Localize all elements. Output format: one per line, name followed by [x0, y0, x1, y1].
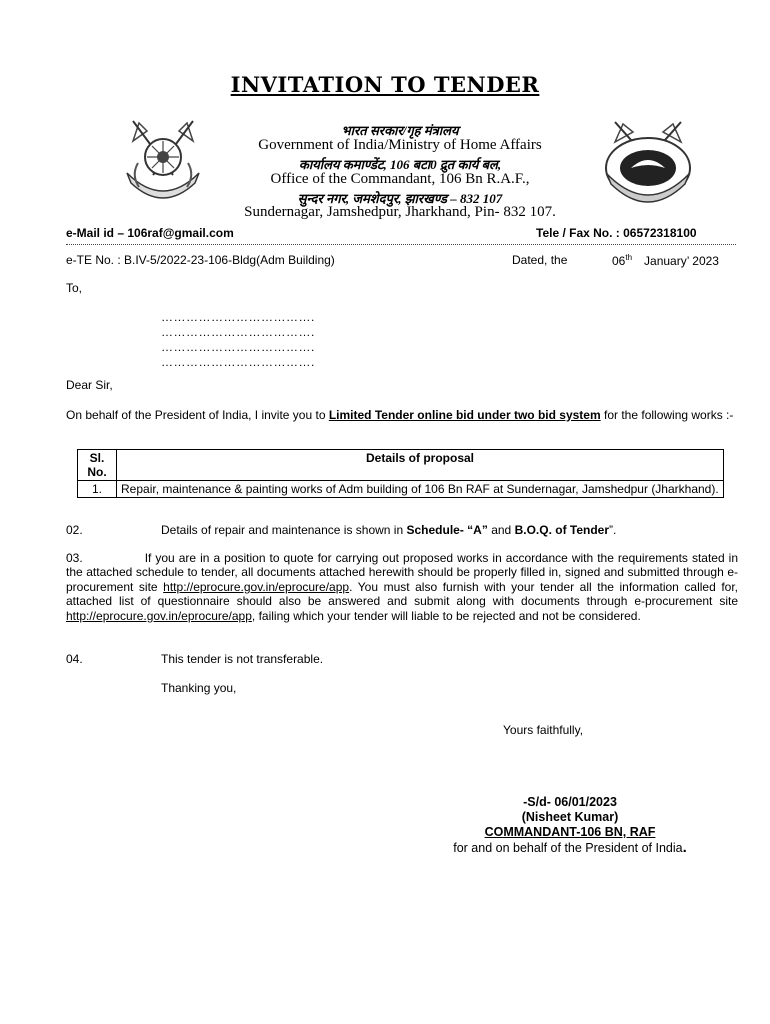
- signature-behalf: for and on behalf of the President of India.: [453, 839, 687, 856]
- hindi-ministry-line: भारत सरकार/गृह मंत्रालय: [341, 123, 459, 138]
- addressee-line-1: ……………………………….: [161, 310, 315, 324]
- intro-text: On behalf of the President of India, I invite you to: [66, 408, 326, 422]
- row-number: 1.: [78, 481, 117, 498]
- date-day: 06: [612, 254, 626, 268]
- table-row: [78, 481, 724, 498]
- date-value: [612, 253, 719, 268]
- document-title: INVITATION TO TENDER: [230, 72, 540, 97]
- signature-sd: -S/d- 06/01/2023: [523, 795, 617, 809]
- eprocure-link-2[interactable]: http://eprocure.gov.in/eprocure/app: [66, 608, 252, 623]
- para-02-text: Details of repair and maintenance is shown in Schedule- “A” and B.O.Q. of Tender”.: [161, 523, 617, 537]
- para-04-text: This tender is not transferable.: [161, 652, 324, 666]
- phone-line: Tele / Fax No. : 06572318100: [536, 226, 697, 240]
- addressee-line-3: ……………………………….: [161, 340, 315, 354]
- sl-no-header: Sl. No.: [78, 450, 117, 481]
- para-03: 03. If you are in a position to quote for carrying out proposed works in accordance with the requirements stated in the attached schedule to tender, all documents attached herewith should be properly filled in, signed and submitted through e-procurement site http://eprocure.gov.in/eprocure/app. You must also furnish with your tender all the information called for, attached list of questionnaire should also be answered and submit along with documents through e-procurement site http://eprocure.gov.in/eprocure/app, failing which your tender will liable to be rejected and not be considered.: [66, 551, 738, 623]
- ministry-line: Government of India/Ministry of Home Affairs: [258, 137, 542, 153]
- date-month-year: January’ 2023: [644, 254, 719, 268]
- proposal-table: [77, 449, 724, 498]
- eprocure-link-1[interactable]: http://eprocure.gov.in/eprocure/app: [163, 579, 350, 594]
- address-line: Sundernagar, Jamshedpur, Jharkhand, Pin- 832 107.: [244, 204, 556, 220]
- office-line: Office of the Commandant, 106 Bn R.A.F.,: [270, 171, 530, 187]
- dated-label: Dated, the: [512, 253, 568, 267]
- signature-designation: COMMANDANT-106 BN, RAF: [484, 825, 656, 839]
- to-label: To,: [66, 281, 83, 295]
- intro-text-end: for the following works :-: [604, 408, 734, 422]
- para-03-number: 03.: [66, 551, 83, 565]
- closing-line: Yours faithfully,: [503, 723, 584, 737]
- date-suffix: th: [625, 253, 633, 262]
- row-detail: Repair, maintenance & painting works of Adm building of 106 Bn RAF at Sundernagar, Jamshedpur (Jharkhand).: [117, 481, 724, 498]
- divider: [66, 244, 736, 245]
- salutation: Dear Sir,: [66, 378, 113, 392]
- tender-type: Limited Tender online bid under two bid system: [328, 408, 601, 422]
- intro-paragraph: [66, 408, 738, 422]
- para-04-number: 04.: [66, 652, 83, 666]
- table-header-row: [78, 450, 724, 481]
- para-02-number: 02.: [66, 523, 83, 537]
- signature-name: (Nisheet Kumar): [521, 810, 619, 824]
- email-line: e-Mail id – 106raf@gmail.com: [66, 226, 234, 240]
- hindi-office-line: कार्यालय कमाण्डेंट, 106 बटा0 द्रुत कार्य बल,: [298, 157, 502, 172]
- reference-number: e-TE No. : B.IV-5/2022-23-106-Bldg(Adm Building): [66, 253, 335, 267]
- hindi-address-line: सुन्दर नगर, जमशेदपुर, झारखण्ड – 832 107: [297, 191, 503, 206]
- addressee-line-4: ……………………………….: [161, 355, 315, 369]
- addressee-line-2: ……………………………….: [161, 325, 315, 339]
- details-header: Details of proposal: [117, 450, 724, 481]
- thanks-line: Thanking you,: [161, 681, 237, 695]
